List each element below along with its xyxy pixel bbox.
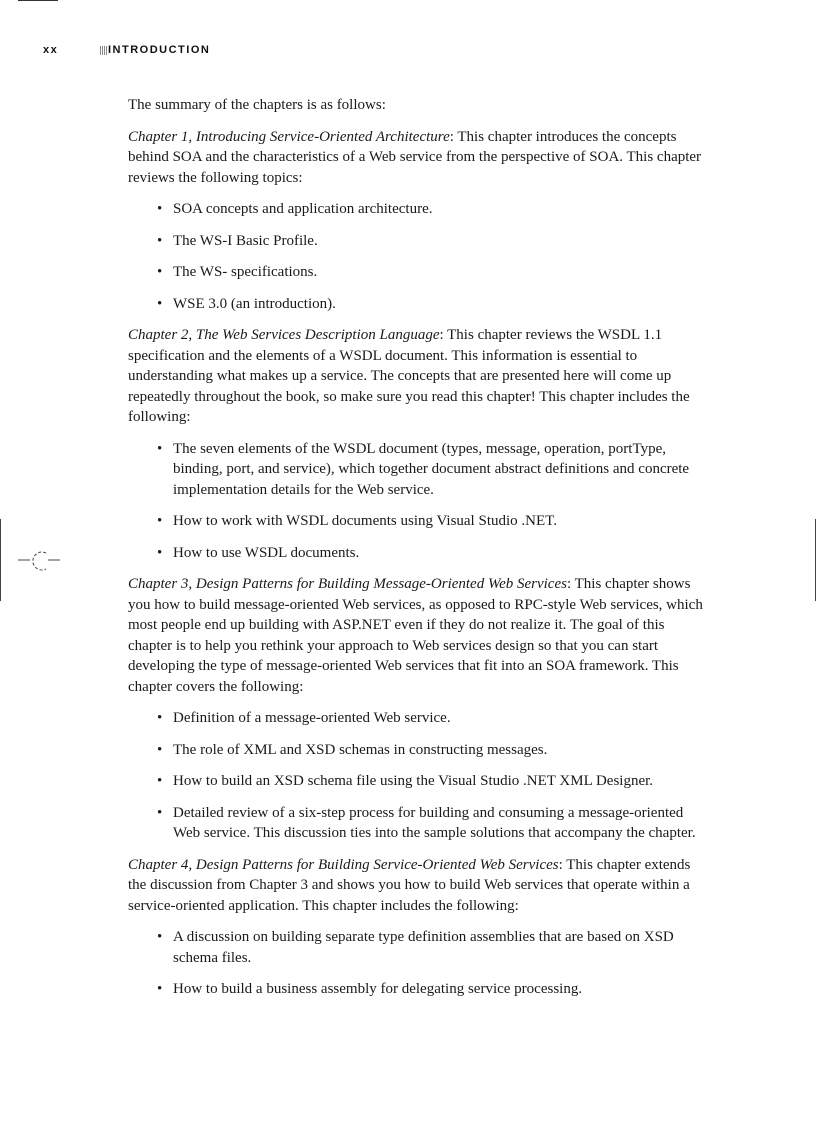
intro-paragraph: The summary of the chapters is as follows: (128, 97, 386, 113)
list-item: • How to work with WSDL documents using Visual Studio .NET. (173, 511, 712, 532)
chapter-description: : This chapter introduces the concepts behind SOA and the characteristics of a Web service from the perspective of SOA. This chapter reviews the following topics: (128, 128, 702, 186)
chapter-description: : This chapter reviews the WSDL 1.1 specification and the elements of a WSDL document. This information is essential to understanding what makes up a service. The concepts that are presented here will come up repeatedly throughout the book, so make sure you read this chapter! This chapter includes the following: (128, 327, 690, 425)
registration-mark-icon (18, 550, 60, 574)
chapter-paragraph (128, 574, 712, 697)
chapter-title: Chapter 3, Design Patterns for Building Message-Oriented Web Services (128, 576, 567, 592)
list-item: • The WS-I Basic Profile. (173, 231, 712, 252)
topic-list (128, 199, 712, 314)
chapter-title: Chapter 2, The Web Services Description Language (128, 327, 440, 343)
chapter-summary-4 (128, 855, 712, 1000)
list-item: • How to use WSDL documents. (173, 543, 712, 564)
header-ornament-icon (100, 46, 107, 55)
list-item: • How to build an XSD schema file using the Visual Studio .NET XML Designer. (173, 771, 712, 792)
list-item: • Detailed review of a six-step process for building and consuming a message-oriented Web service. This discussion ties into the sample solutions that accompany the chapter. (173, 803, 712, 844)
topic-list (128, 439, 712, 564)
section-title: INTRODUCTION (108, 44, 211, 56)
topic-list (128, 927, 712, 1000)
list-item: • The role of XML and XSD schemas in constructing messages. (173, 740, 712, 761)
list-item: • How to build a business assembly for delegating service processing. (173, 979, 712, 1000)
chapter-paragraph (128, 127, 712, 189)
list-item: • Definition of a message-oriented Web service. (173, 708, 712, 729)
chapter-title: Chapter 4, Design Patterns for Building Service-Oriented Web Services (128, 856, 559, 873)
list-item: • The WS- specifications. (173, 262, 712, 283)
chapter-description: : This chapter shows you how to build message-oriented Web services, as opposed to RPC-style Web services, which most people end up building with ASP.NET even if they do not realize it. The goal of this chapter is to help you rethink your approach to Web services design so that you can start developing the type of message-oriented Web services that fit into an SOA framework. This chapter covers the following: (128, 576, 703, 695)
list-item: • A discussion on building separate type definition assemblies that are based on XSD schema files. (173, 927, 712, 968)
chapter-paragraph (128, 855, 712, 917)
list-item: • SOA concepts and application architecture. (173, 199, 712, 220)
chapter-title: Chapter 1, Introducing Service-Oriented Architecture (128, 128, 450, 145)
chapter-summary-1 (128, 127, 712, 315)
running-header (43, 44, 210, 56)
crop-mark-top (18, 0, 58, 1)
chapter-paragraph (128, 325, 712, 428)
chapter-description: : This chapter extends the discussion from Chapter 3 and shows you how to build Web services that operate within a service-oriented application. This chapter includes the following: (128, 856, 691, 914)
chapter-summary-2 (128, 325, 712, 563)
topic-list (128, 708, 712, 844)
list-item: • WSE 3.0 (an introduction). (173, 294, 712, 315)
chapter-summary-3 (128, 574, 712, 844)
list-item: • The seven elements of the WSDL document (types, message, operation, portType, binding, port, and service), which together document abstract definitions and concrete implementation details for the Web service. (173, 439, 712, 501)
page-body (128, 95, 712, 1011)
page-number: xx (43, 44, 59, 56)
crop-mark-left (0, 519, 1, 601)
